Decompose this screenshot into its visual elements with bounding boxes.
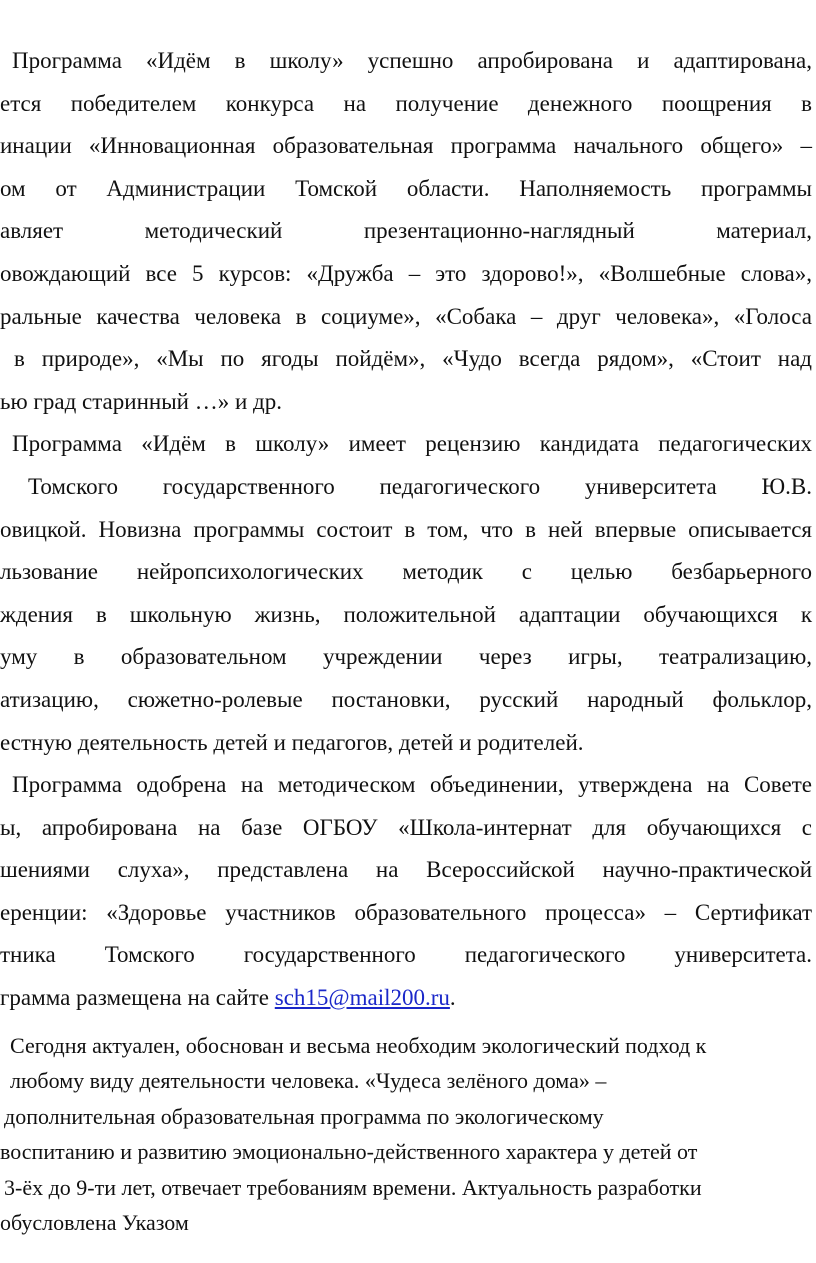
document-page <box>0 40 812 1241</box>
text-fragment: . <box>449 985 456 1011</box>
text-line: овицкой. Новизна программы состоит в том, что в ней впервые описывается <box>0 516 812 542</box>
text-line: атизацию, сюжетно-ролевые постановки, русский народный фольклор, <box>0 686 812 712</box>
text-line: Программа одобрена на методическом объединении, утверждена на Совете <box>12 772 812 798</box>
text-line: в природе», «Мы по ягоды пойдём», «Чудо всегда рядом», «Стоит над <box>14 346 812 372</box>
text-line: шениями слуха», представлена на Всероссийской научно-практической <box>0 857 812 883</box>
email-link[interactable]: sch15@mail200.ru <box>274 985 450 1011</box>
text-line: ждения в школьную жизнь, положительной адаптации обучающихся к <box>0 601 812 627</box>
text-line: Томского государственного педагогического университета Ю.В. <box>28 473 812 499</box>
text-line: ью град старинный …» и др. <box>0 388 282 414</box>
text-line: любому виду деятельности человека. «Чудеса зелёного дома» – <box>10 1068 607 1094</box>
text-line: дополнительная образовательная программа по экологическому <box>4 1103 604 1129</box>
text-line: еренции: «Здоровье участников образовательного процесса» – Сертификат <box>0 899 812 925</box>
text-line: 3-ёх до 9-ти лет, отвечает требованиям времени. Актуальность разработки <box>4 1174 702 1200</box>
text-line: Программа «Идём в школу» имеет рецензию кандидата педагогических <box>12 431 812 457</box>
paragraph-2 <box>0 423 812 764</box>
text-line: ы, апробирована на базе ОГБОУ «Школа-интернат для обучающихся с <box>0 814 812 840</box>
text-line: ральные качества человека в социуме», «Собака – друг человека», «Голоса <box>0 303 812 329</box>
text-line: обусловлена Указом <box>0 1210 189 1236</box>
text-line: воспитанию и развитию эмоционально-действенного характера у детей от <box>0 1139 698 1165</box>
text-line: льзование нейропсихологических методик с целью безбарьерного <box>0 559 812 585</box>
text-line: Сегодня актуален, обоснован и весьма необходим экологический подход к <box>10 1032 707 1058</box>
paragraph-3 <box>0 764 812 1020</box>
text-line: овождающий все 5 курсов: «Дружба – это здорово!», «Волшебные слова», <box>0 260 812 286</box>
text-line: инации «Инновационная образовательная программа начального общего» – <box>0 133 812 159</box>
text-line: уму в образовательном учреждении через игры, театрализацию, <box>0 644 812 670</box>
text-fragment: грамма размещена на сайте <box>0 985 275 1011</box>
paragraph-4 <box>0 1028 812 1241</box>
text-line <box>0 977 812 1020</box>
text-line: ом от Администрации Томской области. Наполняемость программы <box>0 175 812 201</box>
text-line: авляет методический презентационно-наглядный материал, <box>0 218 812 244</box>
text-line: ется победителем конкурса на получение денежного поощрения в <box>0 90 812 116</box>
paragraph-1 <box>0 40 812 423</box>
text-line: тника Томского государственного педагогического университета. <box>0 942 812 968</box>
text-line: Программа «Идём в школу» успешно апробирована и адаптирована, <box>12 48 812 73</box>
text-line: естную деятельность детей и педагогов, детей и родителей. <box>0 729 584 755</box>
